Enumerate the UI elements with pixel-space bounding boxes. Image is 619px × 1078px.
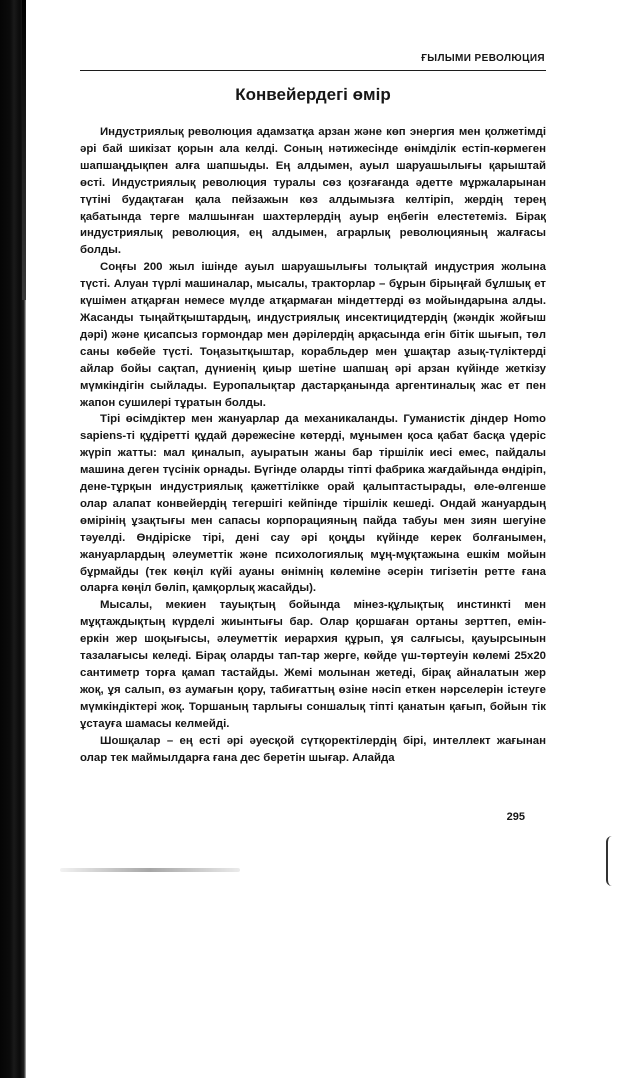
- paragraph-2: Соңғы 200 жыл ішінде ауыл шаруашылығы толықтай индустрия жолына түсті. Алуан түрлі машиналар, мысалы, тракторлар – бұрын бірыңғай бұлшық ет күшімен атқарған немесе мүлде атқармаған міндеттерді өз мойындарына алды. Жасанды тыңайтқыштардың, индустриялық инсектицидтердің (жәндік жойғыш дәрі) және қисапсыз гормондар мен дәрілердің арқасында егін бітік шығып, төл саны көбейе түсті. Тоңазытқыштар, корабльдер мен ұшақтар азық-түліктерді айлар бойы сақтап, дүниенің қиыр шетіне шапшаң әрі арзан күйінде жеткізу мүмкіндігін сыйлады. Еуропалықтар дастарқанында аргентиналық жас ет пен жапон сушилері тұратын болды.: [80, 261, 546, 409]
- chapter-title: Конвейердегі өмір: [235, 85, 391, 104]
- paragraph-3: Тірі өсімдіктер мен жануарлар да механикаланды. Гуманистік діндер Homo sapiens-ті құдіретті құдай дәрежесіне көтерді, мұнымен қоса қабат басқа үдеріс жүріп жатты: мал қиналып, ауыратын жаны бар тіршілік иесі емес, пайдалы машина деген түсінік орнады. Бүгінде оларды тіпті фабрика жағдайында өндіріп, дене-тұрқын индустриялық қажеттілікке орай қалыптастырады, өле-өлгенше олар алапат конвейердің тегершігі кейпінде тіршілік кешеді. Ондай жануардың өмірінің ұзақтығы мен сапасы корпорацияның пайда табуы мен зиян шегуіне тәуелді. Өндіріске тірі, дені сау әрі қоңды күйінде керек болғанымен, жануарлардың әлеуметтік және психологиялық мұң-мұқтажына ешкім мойын бұрмайды (тек көңіл күйі ауаны өнімнің көлеміне әсерін тигізетін ретте ғана оларға көңіл бөліп, қамқорлық жасайды).: [80, 413, 546, 595]
- book-spine-edge: [22, 0, 26, 300]
- page-number: 295: [506, 811, 525, 823]
- body-text: [80, 124, 546, 766]
- paragraph-4: Мысалы, мекиен тауықтың бойында мінез-құлықтық инстинкті мен мұқтаждықтың күрделі жиынтығы бар. Олар қоршаған ортаны зерттеп, емін-еркін жер шоқығысы, әлеуметтік иерархия құрып, ұя салғысы, қауырсынын тазалағысы келеді. Бірақ оларды тап-тар жерге, көйде үш-төртеуін көлемі 25х20 сантиметр торға қамап тастайды. Жемі молынан жетеді, бірақ айналатын жер жоқ, ұя салып, өз аумағын қору, табиғаттың өзіне нәсіп еткен нәрселерін істеуге мүмкіндіктері жоқ. Торшаның тарлығы соншалық тіпті қанатын қағып, бойын тік ұстауға шамасы келмейді.: [80, 599, 546, 730]
- running-head: ҒЫЛЫМИ РЕВОЛЮЦИЯ: [421, 53, 545, 64]
- paragraph-1: Индустриялық революция адамзатқа арзан және көп энергия мен қолжетімді әрі бай шикізат қорын ала келді. Соның нәтижесінде өнімділік естіп-көрмеген шапшаңдықпен алға шапшыды. Ең алдымен, ауыл шаруашылығы қарыштай өсті. Индустриялық революция туралы сөз қозғағанда әдетте мұржаларынан түтіні будақтаған қала пейзажын көз алдымызға келтіріп, жердің терең қабатында терге малшынған шахтерлердің ауыр еңбегін елестетеміз. Бірақ индустриялық революция, ең алдымен, аграрлық революцияның жалғасы болды.: [80, 126, 546, 257]
- header-rule: [80, 70, 546, 71]
- page-edge-mark: [606, 836, 614, 886]
- paragraph-5: Шошқалар – ең есті әрі әуесқой сүтқоректілердің бірі, интеллект жағынан олар тек маймылдарға ғана дес беретін шығар. Алайда: [80, 734, 546, 764]
- scan-smudge: [60, 868, 240, 872]
